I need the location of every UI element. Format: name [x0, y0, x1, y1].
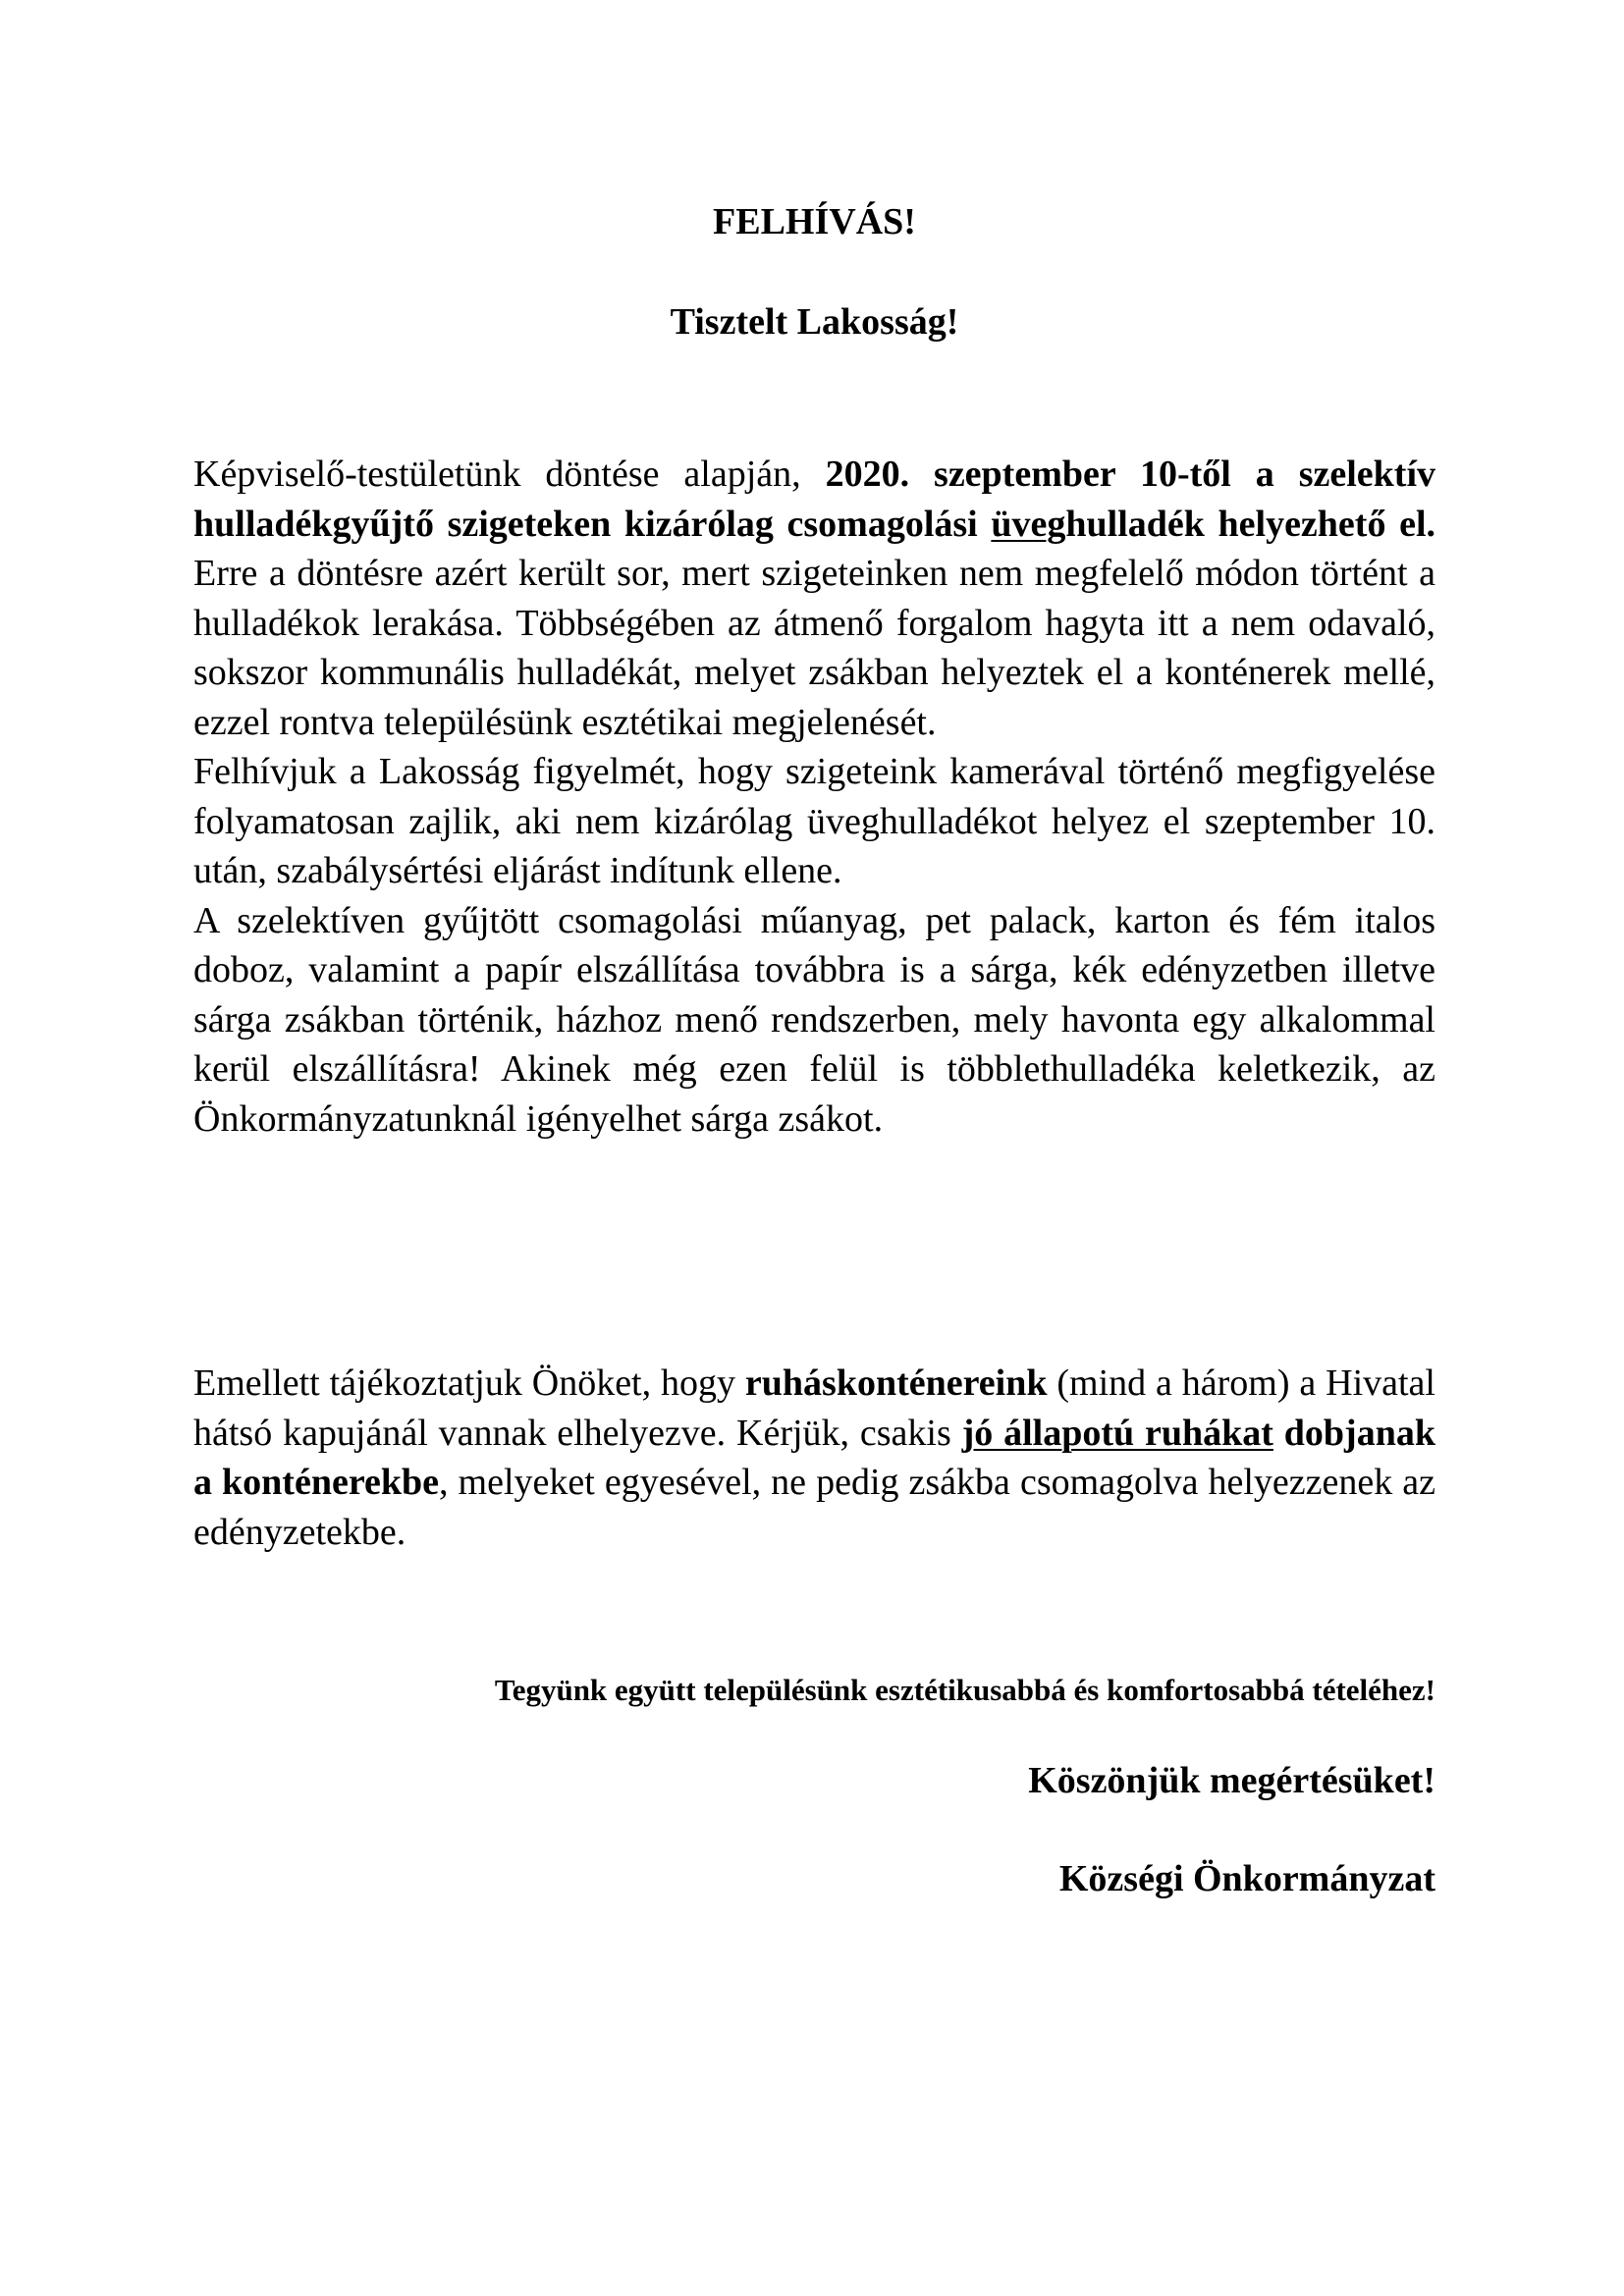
- paragraph1-glass-underlined: üveg: [991, 503, 1066, 545]
- paragraph2-clothing-containers-bold: ruháskonténereink: [744, 1362, 1048, 1404]
- paragraph1-camera-notice: Felhívjuk a Lakosság figyelmét, hogy szigeteink kamerával történő megfigyelése folyamatosan zajlik, aki nem kizárólag üveghulladékot helyez el szeptember 10. után, szabálysértési eljárást indítunk ellene.: [193, 751, 1435, 891]
- paragraph1-date-rule: 2020. szeptember 10-től a szelektív hulladékgyűjtő szigeteken kizárólag csomagolási: [193, 454, 1435, 545]
- thanks-line: Köszönjük megértésüket!: [1028, 1760, 1435, 1801]
- paragraph-clothing-containers: [193, 1359, 1435, 1557]
- paragraph2-into-containers: dobjanak a konténerekbe: [193, 1412, 1435, 1503]
- paragraph1-reason: Erre a döntésre azért került sor, mert szigeteinken nem megfelelő módon történt a hulladékok lerakása. Többségében az átmenő forgalom hagyta itt a nem odavaló, sokszor kommunális hulladékát, melyet zsákban helyeztek el a konténerek mellé, ezzel rontva településünk esztétikai megjelenését.: [193, 553, 1435, 743]
- paragraph2-intro: Emellett tájékoztatjuk Önöket, hogy: [193, 1362, 745, 1404]
- paragraph2-good-condition-underlined: jó állapotú ruhákat: [961, 1412, 1273, 1454]
- paragraph1-intro: Képviselő-testületünk döntése alapján,: [193, 454, 826, 495]
- paragraph1-rule-end: hulladék helyezhető el.: [1065, 503, 1435, 545]
- document-heading: FELHÍVÁS!: [713, 201, 916, 242]
- paragraph1-collection-info: A szelektíven gyűjtött csomagolási műanyag, pet palack, karton és fém italos doboz, valamint a papír elszállítása továbbra is a sárga, kék edényzetben illetve sárga zsákban történik, házhoz menő rendszerben, mely havonta egy alkalommal kerül elszállításra! Akinek még ezen felül is többlethulladéka keletkezik, az Önkormányzatunknál igényelhet sárga zsákot.: [193, 899, 1435, 1140]
- paragraph2-instructions: , melyeket egyesével, ne pedig zsákba csomagolva helyezzenek az edényzetekbe.: [193, 1462, 1435, 1553]
- paragraph2-location: (mind a három) a Hivatal hátsó kapujánál vannak elhelyezve. Kérjük, csakis: [193, 1362, 1435, 1454]
- document-page: [193, 0, 1435, 2296]
- signature: Községi Önkormányzat: [1058, 1858, 1435, 1899]
- paragraph-glass-waste-notice: [193, 450, 1435, 1144]
- slogan: Tegyünk együtt településünk esztétikusabbá és komfortosabbá tételéhez!: [494, 1673, 1435, 1707]
- salutation: Tisztelt Lakosság!: [670, 301, 959, 343]
